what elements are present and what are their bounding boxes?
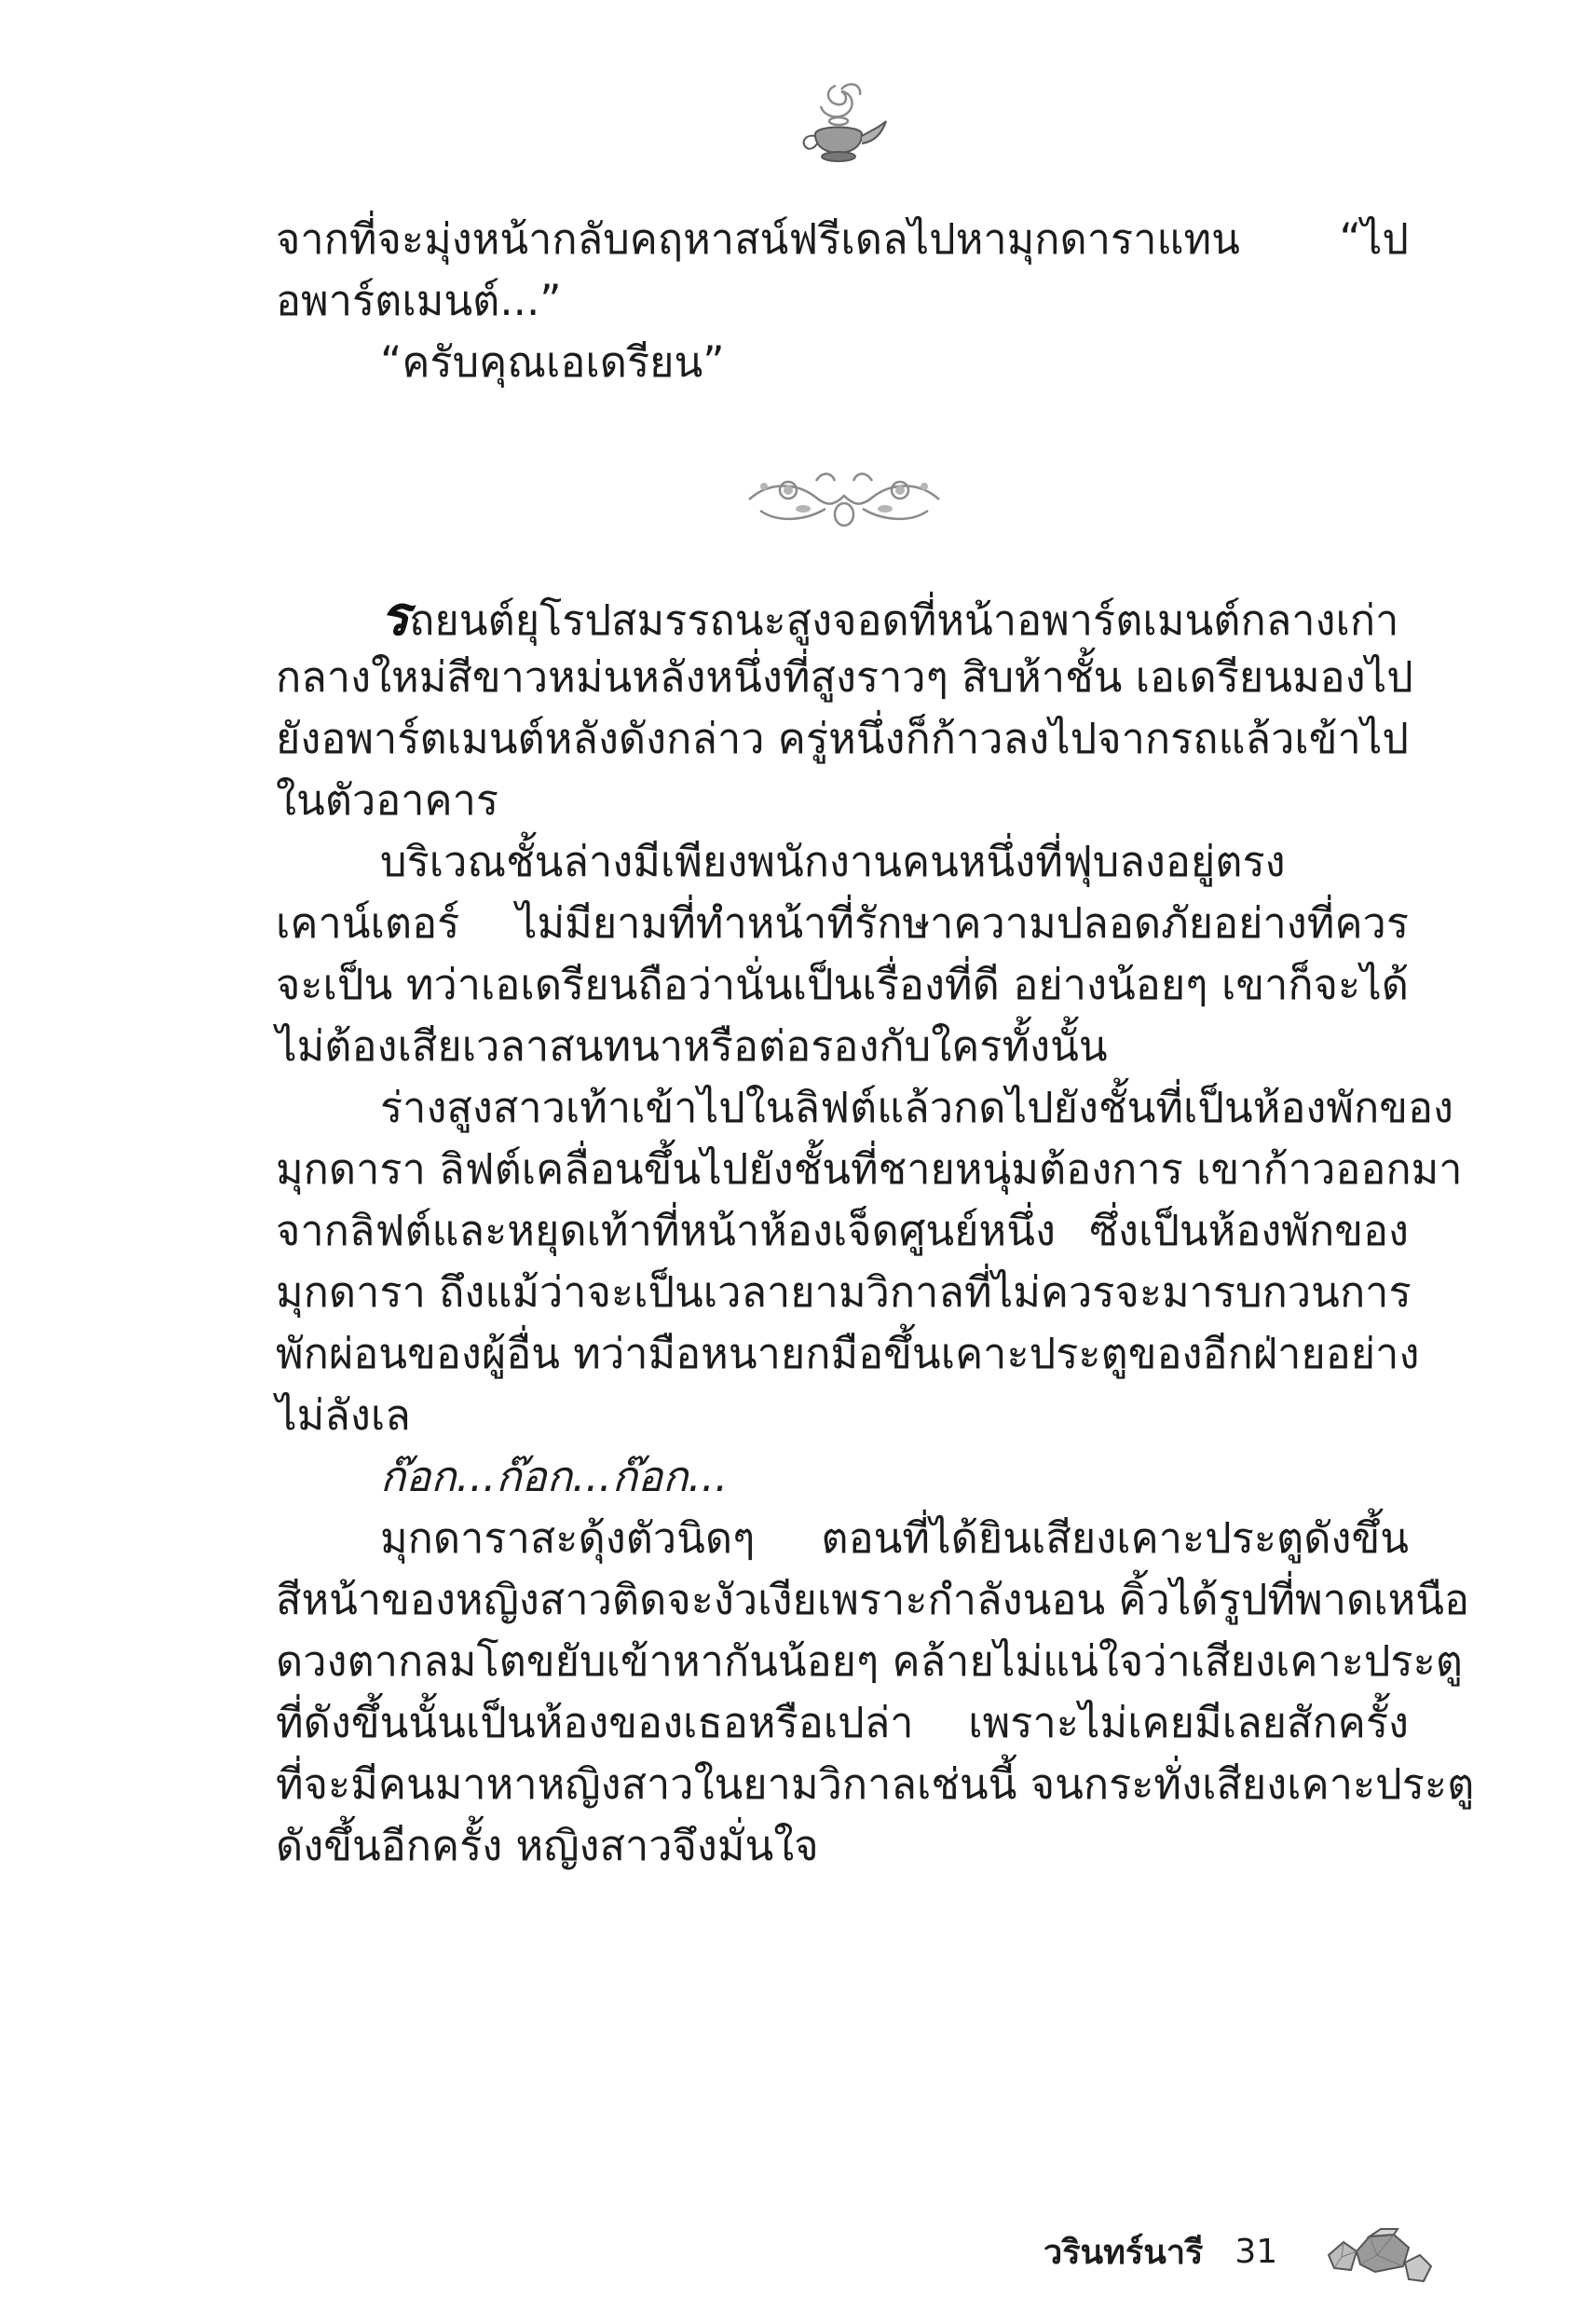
text-line: เคาน์เตอร์ ไม่มียามที่ทำหน้าที่รักษาความปลอดภัยอย่างที่ควร xyxy=(276,898,1409,948)
text-line: ถยนต์ยุโรปสมรรถนะสูงจอดที่หน้าอพาร์ตเมนต์กลางเก่า xyxy=(409,595,1399,645)
genie-lamp-icon xyxy=(787,76,890,179)
text-line: ยังอพาร์ตเมนต์หลังดังกล่าว ครู่หนึ่งก็ก้าวลงไปจากรถแล้วเข้าไป xyxy=(276,714,1409,763)
floral-divider-icon xyxy=(742,462,947,531)
chapter-body xyxy=(276,584,1475,1877)
text-line: จะเป็น ทว่าเอเดรียนถือว่านั่นเป็นเรื่องที่ดี อย่างน้อยๆ เขาก็จะได้ xyxy=(276,960,1409,1009)
text-line: ดังขึ้นอีกครั้ง หญิงสาวจึงมั่นใจ xyxy=(276,1821,819,1870)
page-number: 31 xyxy=(1235,2232,1278,2271)
text-line: ที่ดังขึ้นนั้นเป็นห้องของเธอหรือเปล่า เพราะไม่เคยมีเลยสักครั้ง xyxy=(276,1698,1409,1747)
text-line: จากลิฟต์และหยุดเท้าที่หน้าห้องเจ็ดศูนย์หนึ่ง ซึ่งเป็นห้องพักของ xyxy=(276,1206,1409,1255)
text-line: มุกดาราสะดุ้งตัวนิดๆ ตอนที่ได้ยินเสียงเคาะประตูดังขึ้น xyxy=(380,1513,1409,1563)
text-line: จากที่จะมุ่งหน้ากลับคฤหาสน์ฟรีเดลไปหามุกดาราแทน “ไป xyxy=(276,214,1409,264)
text-line: มุกดารา ลิฟต์เคลื่อนขึ้นไปยังชั้นที่ชายหนุ่มต้องการ เขาก้าวออกมา xyxy=(276,1144,1463,1194)
gemstones-icon xyxy=(1323,2214,1435,2289)
text-line: ดวงตากลมโตขยับเข้าหากันน้อยๆ คล้ายไม่แน่ใจว่าเสียงเคาะประตู xyxy=(276,1636,1463,1686)
book-title: วรินทร์นารี xyxy=(1044,2233,1204,2272)
text-line: กลางใหม่สีขาวหม่นหลังหนึ่งที่สูงราวๆ สิบห้าชั้น เอเดรียนมองไป xyxy=(276,652,1413,702)
text-line: ที่จะมีคนมาหาหญิงสาวในยามวิกาลเช่นนี้ จนกระทั่งเสียงเคาะประตู xyxy=(276,1759,1475,1809)
text-line: ไม่ต้องเสียเวลาสนทนาหรือต่อรองกับใครทั้งนั้น xyxy=(276,1021,1108,1071)
text-line: สีหน้าของหญิงสาวติดจะงัวเงียเพราะกำลังนอน คิ้วได้รูปที่พาดเหนือ xyxy=(276,1575,1470,1624)
dropcap-letter: ร xyxy=(380,584,410,648)
top-section xyxy=(276,209,1409,393)
dialogue-line: “ครับคุณเอเดรียน” xyxy=(380,337,725,387)
text-line: ในตัวอาคาร xyxy=(276,775,499,825)
text-line: บริเวณชั้นล่างมีเพียงพนักงานคนหนึ่งที่ฟุบลงอยู่ตรง xyxy=(380,837,1286,886)
page-footer xyxy=(1044,2223,1277,2279)
text-line: มุกดารา ถึงแม้ว่าจะเป็นเวลายามวิกาลที่ไม่ควรจะมารบกวนการ xyxy=(276,1267,1412,1317)
text-line: อพาร์ตเมนต์...” xyxy=(276,276,562,325)
text-line: พักผ่อนของผู้อื่น ทว่ามือหนายกมือขึ้นเคาะประตูของอีกฝ่ายอย่าง xyxy=(276,1329,1420,1378)
paragraph-first-line xyxy=(276,585,1409,647)
knock-sound-line: ก๊อก...ก๊อก...ก๊อก... xyxy=(380,1452,729,1501)
text-line: ร่างสูงสาวเท้าเข้าไปในลิฟต์แล้วกดไปยังชั้นที่เป็นห้องพักของ xyxy=(380,1083,1454,1132)
text-line: ไม่ลังเล xyxy=(276,1390,411,1440)
